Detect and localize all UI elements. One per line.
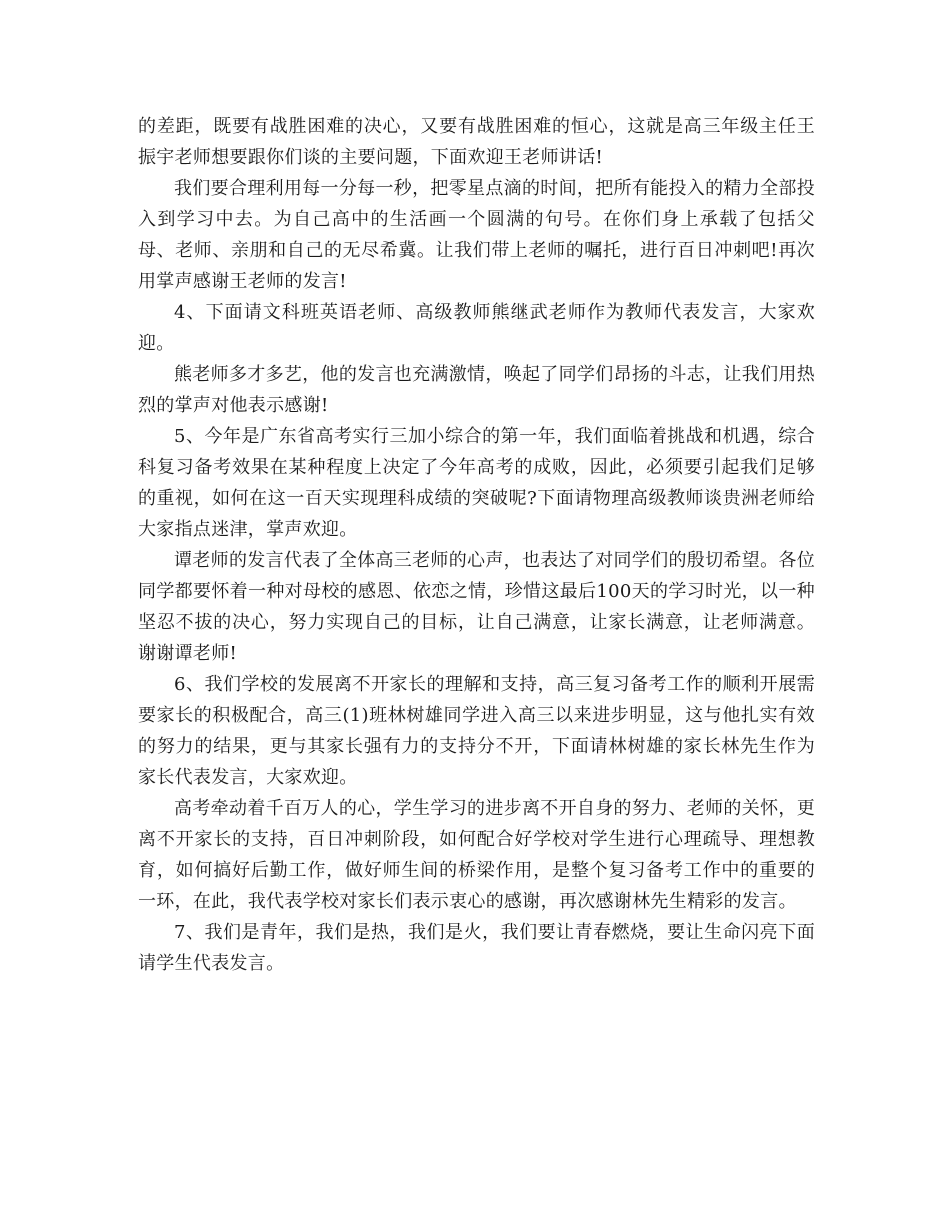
paragraph: 熊老师多才多艺，他的发言也充满激情，唤起了同学们昂扬的斗志，让我们用热烈的掌声对他表示感谢! — [138, 364, 815, 416]
document-body — [138, 111, 815, 979]
paragraph: 高考牵动着千百万人的心，学生学习的进步离不开自身的努力、老师的关怀，更离不开家长的支持，百日冲刺阶段，如何配合好学校对学生进行心理疏导、理想教育，如何搞好后勤工作，做好师生间的桥梁作用，是整个复习备考工作中的重要的一环，在此，我代表学校对家长们表示衷心的感谢，再次感谢林先生精彩的发言。 — [138, 798, 815, 912]
paragraph-item-5: 5、今年是广东省高考实行三加小综合的第一年，我们面临着挑战和机遇，综合科复习备考效果在某种程度上决定了今年高考的成败，因此，必须要引起我们足够的重视，如何在这一百天实现理科成绩的突破呢?下面请物理高级教师谈贵洲老师给大家指点迷津，掌声欢迎。 — [138, 426, 815, 540]
paragraph-item-6: 6、我们学校的发展离不开家长的理解和支持，高三复习备考工作的顺利开展需要家长的积极配合，高三(1)班林树雄同学进入高三以来进步明显，这与他扎实有效的努力的结果，更与其家长强有力的支持分不开，下面请林树雄的家长林先生作为家长代表发言，大家欢迎。 — [138, 674, 815, 788]
paragraph-item-7: 7、我们是青年，我们是热，我们是火，我们要让青春燃烧，要让生命闪亮下面请学生代表发言。 — [138, 922, 815, 974]
paragraph-item-4: 4、下面请文科班英语老师、高级教师熊继武老师作为教师代表发言，大家欢迎。 — [138, 302, 815, 354]
paragraph: 谭老师的发言代表了全体高三老师的心声，也表达了对同学们的殷切希望。各位同学都要怀着一种对母校的感恩、依恋之情，珍惜这最后100天的学习时光，以一种坚忍不拔的决心，努力实现自己的目标，让自己满意，让家长满意，让老师满意。谢谢谭老师! — [138, 550, 815, 664]
paragraph: 我们要合理利用每一分每一秒，把零星点滴的时间，把所有能投入的精力全部投入到学习中去。为自己高中的生活画一个圆满的句号。在你们身上承载了包括父母、老师、亲朋和自己的无尽希冀。让我们带上老师的嘱托，进行百日冲刺吧!再次用掌声感谢王老师的发言! — [138, 178, 815, 292]
paragraph-continued: 的差距，既要有战胜困难的决心，又要有战胜困难的恒心，这就是高三年级主任王振宇老师想要跟你们谈的主要问题，下面欢迎王老师讲话! — [138, 116, 815, 168]
